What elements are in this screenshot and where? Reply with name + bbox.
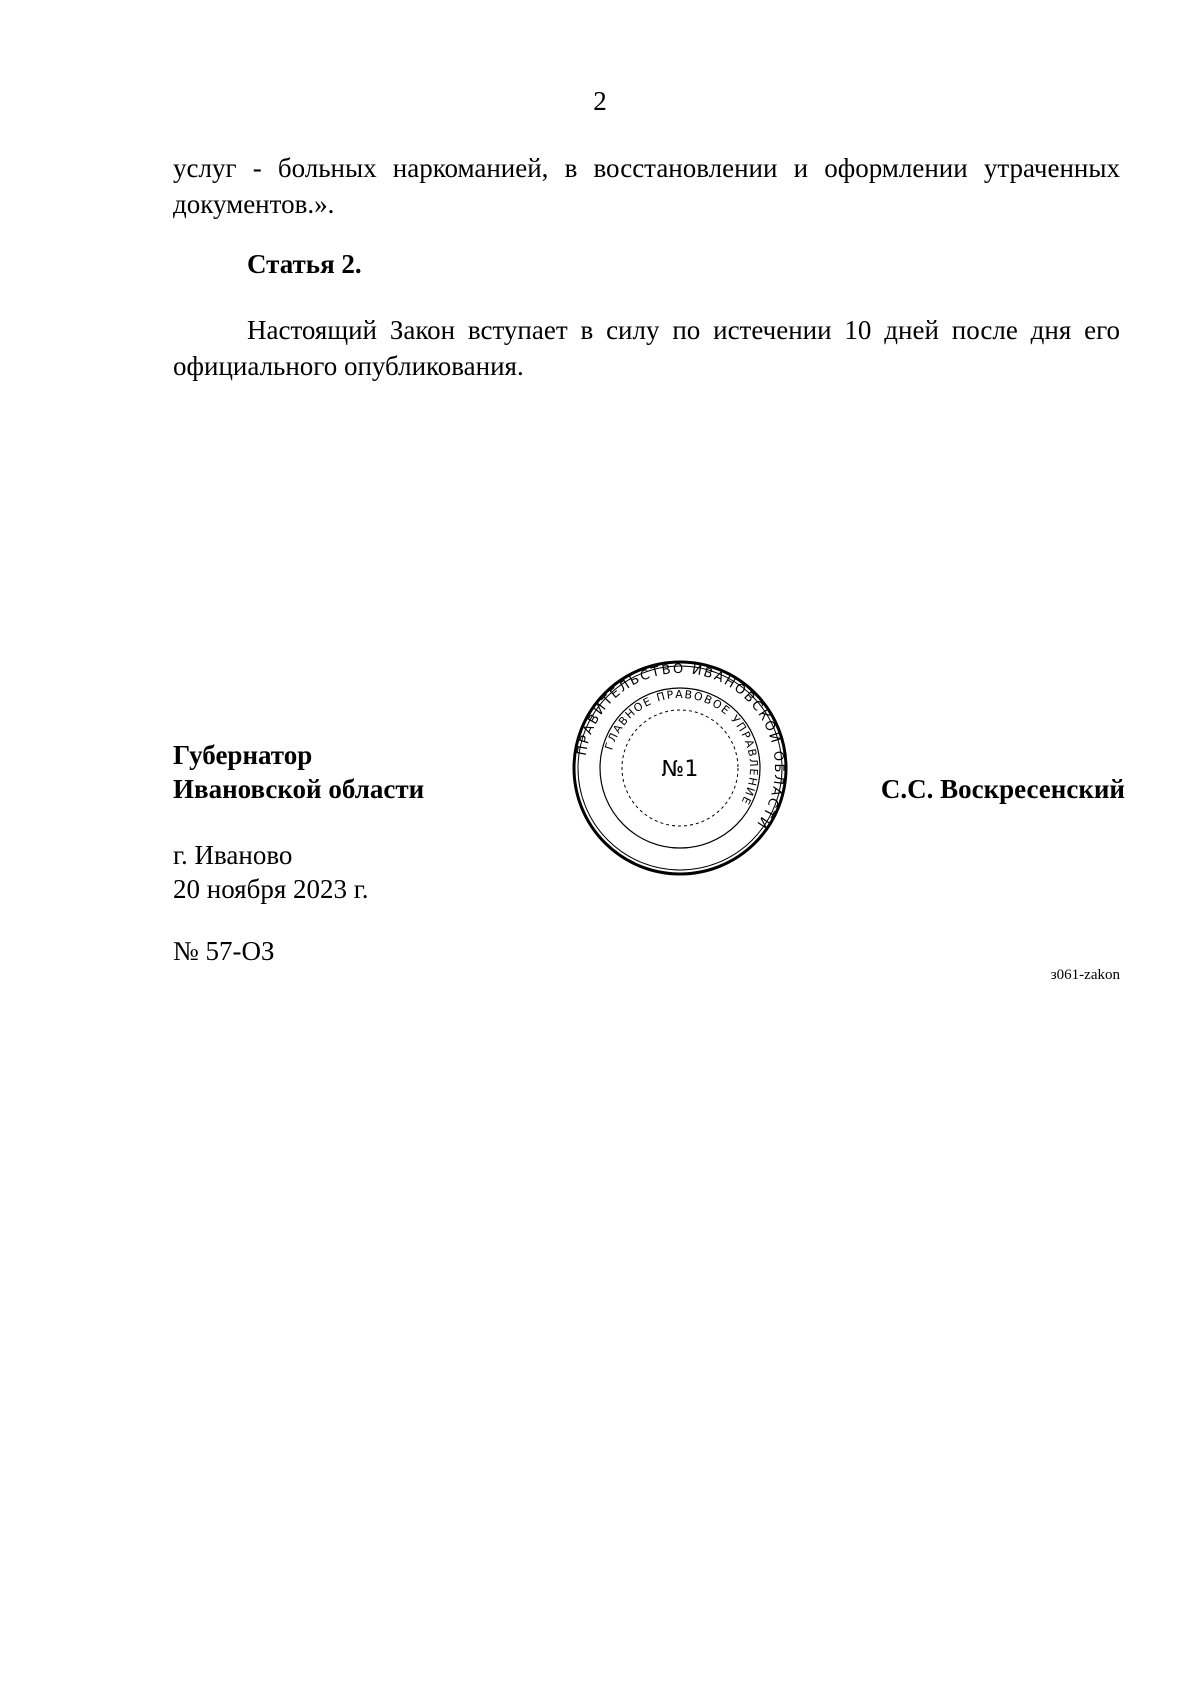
page-number: 2	[593, 86, 607, 116]
paragraph-continuation	[173, 150, 1120, 222]
place: г. Иваново	[173, 840, 293, 870]
paragraph-line: Настоящий Закон вступает в силу по истечении 10 дней после дня его	[247, 315, 1120, 345]
signer-title-line: Губернатор	[173, 740, 313, 770]
seal-icon	[570, 658, 790, 878]
paragraph-line: официального опубликования.	[173, 351, 524, 381]
paragraph-line: услуг - больных наркоманией, в восстановлении и оформлении утраченных	[173, 153, 1120, 183]
official-seal	[570, 658, 790, 878]
signer-name: С.С. Воскресенский	[880, 774, 1125, 804]
article-text	[173, 312, 1120, 384]
signer-title	[173, 738, 424, 806]
document-code: з061-zakon	[1050, 967, 1120, 983]
seal-inner-text: ГЛАВНОЕ ПРАВОВОЕ УПРАВЛЕНИЕ	[602, 687, 761, 808]
seal-center-text: №1	[661, 757, 699, 782]
law-number: № 57-ОЗ	[173, 936, 275, 966]
date: 20 ноября 2023 г.	[173, 874, 369, 904]
place-and-date	[173, 838, 369, 906]
seal-outer-text: ПРАВИТЕЛЬСТВО ИВАНОВСКОЙ ОБЛАСТИ	[574, 661, 787, 832]
article-heading: Статья 2.	[247, 249, 362, 279]
signer-title-line: Ивановской области	[173, 774, 425, 804]
paragraph-line: документов.».	[173, 189, 335, 219]
